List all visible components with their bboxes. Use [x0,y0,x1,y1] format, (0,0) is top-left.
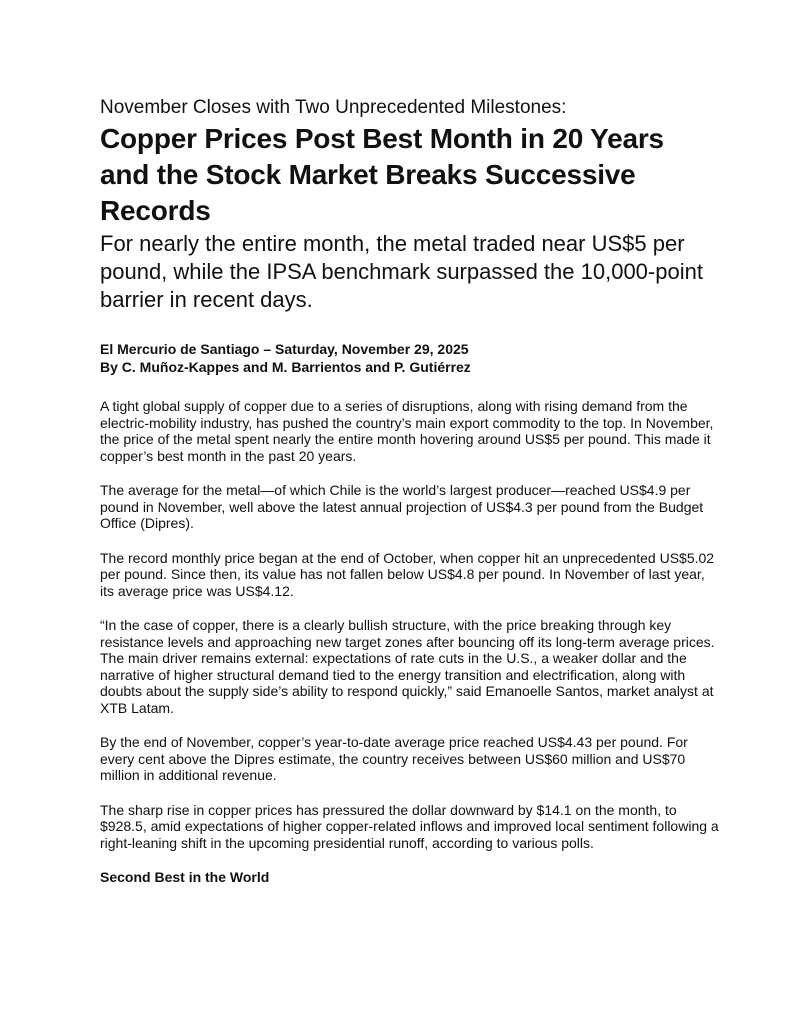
body-paragraph: The sharp rise in copper prices has pressured the dollar downward by $14.1 on the month, to $928.5, amid expectations of higher copper-related inflows and improved local sentiment following a right-leaning shift in the upcoming presidential runoff, according to various polls. [100,801,719,851]
article-headline: Copper Prices Post Best Month in 20 Years and the Stock Market Breaks Successive Records [100,123,664,226]
body-paragraph: The average for the metal—of which Chile is the world’s largest producer—reached US$4.9 per pound in November, well above the latest annual projection of US$4.3 per pound from the Budget Office (Dipres). [100,482,704,531]
article-kicker: November Closes with Two Unprecedented Milestones: [100,97,567,118]
article [100,97,720,886]
section-subhead: Second Best in the World [100,869,270,885]
byline: By C. Muñoz-Kappes and M. Barrientos and P. Gutiérrez [100,359,471,375]
source-line: El Mercurio de Santiago – Saturday, November 29, 2025 [100,341,469,357]
body-paragraph: The record monthly price began at the end of October, when copper hit an unprecedented US$5.02 per pound. Since then, its value has not fallen below US$4.8 per pound. In November of last year, its average price was US$4.12. [100,549,715,599]
body-paragraph: “In the case of copper, there is a clearly bullish structure, with the price breaking through key resistance levels and approaching new target zones after bouncing off its long-term average prices. The main driver remains external: expectations of rate cuts in the U.S., a weaker dollar and the narrative of higher structural demand tied to the energy transition and electrification, along with doubts about the supply side’s ability to respond quickly,” said Emanoelle Santos, market analyst at XTB Latam. [100,617,715,716]
byline-block [100,340,720,376]
body-paragraph: By the end of November, copper’s year-to-date average price reached US$4.43 per pound. For every cent above the Dipres estimate, the country receives between US$60 million and US$70 million in additional revenue. [100,734,688,783]
body-paragraph: A tight global supply of copper due to a series of disruptions, along with rising demand from the electric-mobility industry, has pushed the country’s main export commodity to the top. In November, the price of the metal spent nearly the entire month hovering around US$5 per pound. This made it copper’s best month in the past 20 years. [100,398,714,464]
article-body [100,398,720,886]
article-deck: For nearly the entire month, the metal traded near US$5 per pound, while the IPSA benchmark surpassed the 10,000-point barrier in recent days. [100,231,703,312]
